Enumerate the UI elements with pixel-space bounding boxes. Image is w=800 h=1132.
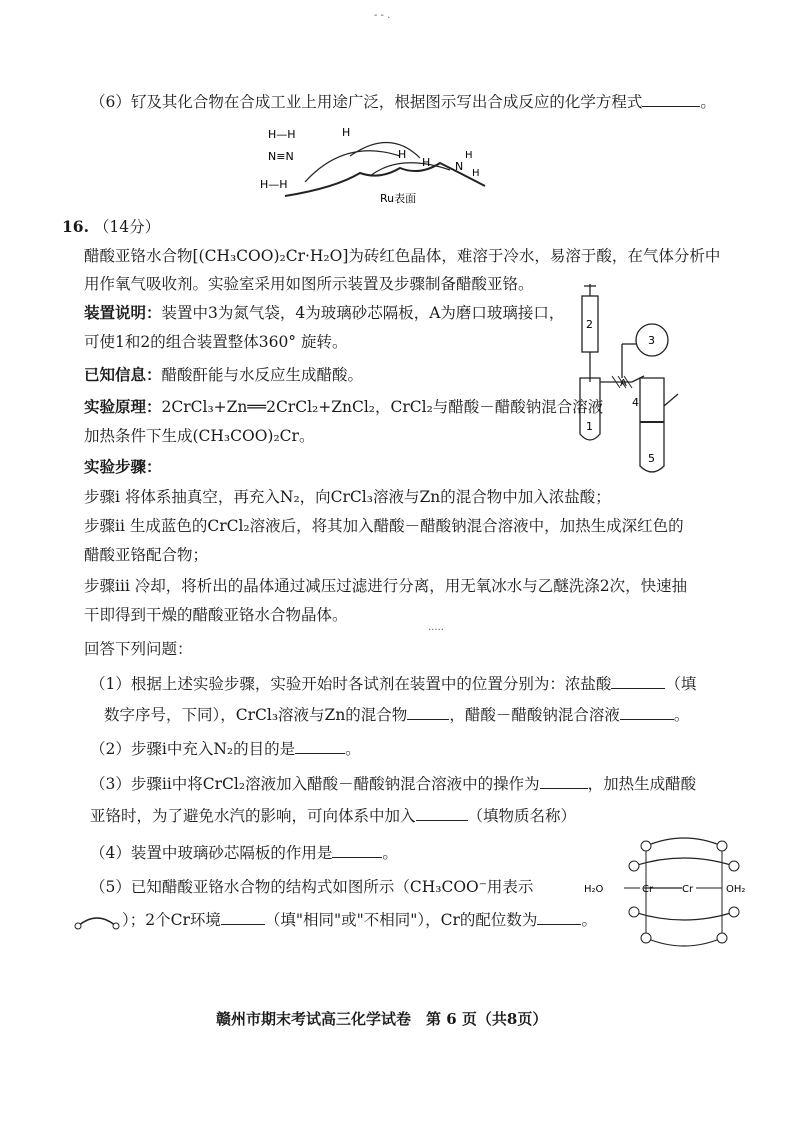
step-2b: 醋酸亚铬配合物； <box>84 546 209 564</box>
steps-heading: 实验步骤： <box>84 457 162 476</box>
n2-label: N≡N <box>268 150 294 163</box>
q6-text: （6）钌及其化合物在合成工业上用途广泛，根据图示写出合成反应的化学方程式 。 <box>90 90 716 113</box>
label-2: 2 <box>586 318 593 331</box>
h-label: H <box>342 126 351 139</box>
device-desc-1: 装置说明：装置中3为氮气袋，4为玻璃砂芯隔板，A为磨口玻璃接口， <box>84 303 565 322</box>
answer-heading: 回答下列问题： <box>84 640 193 658</box>
part-3-line-b: 亚铬时，为了避免水汽的影响，可向体系中加入 （填物质名称） <box>90 804 576 827</box>
label-a: A <box>620 378 627 389</box>
h2o-left-label: H₂O <box>584 884 604 895</box>
acetate-symbol-icon <box>72 912 122 930</box>
step-1: 步骤ⅰ 将体系抽真空，再充入N₂，向CrCl₃溶液与Zn的混合物中加入浓盐酸； <box>84 488 611 506</box>
ru-surface-diagram <box>250 118 530 208</box>
h-label: H <box>422 156 431 169</box>
nh3-h-label: H <box>465 150 473 161</box>
page-footer: 赣州市期末考试高三化学试卷 第 6 页（共8页） <box>216 1010 548 1028</box>
part-4: （4）装置中玻璃砂芯隔板的作用是 。 <box>90 841 398 864</box>
part-3-line-a: （3）步骤ⅱ中将CrCl₂溶液加入醋酸－醋酸钠混合溶液中的操作为 ，加热生成醋酸 <box>90 772 696 795</box>
apparatus-diagram <box>572 282 702 482</box>
intro-line-2: 用作氧气吸收剂。实验室采用如图所示装置及步骤制备醋酸亚铬。 <box>84 275 534 293</box>
known-info: 已知信息：醋酸酐能与水反应生成醋酸。 <box>84 365 364 384</box>
cr-label-2: Cr <box>682 884 694 895</box>
label-1: 1 <box>586 420 593 433</box>
part-5-line-a: （5）已知醋酸亚铬水合物的结构式如图所示（CH₃COO⁻用表示 <box>90 878 534 896</box>
structure-diagram <box>584 836 784 956</box>
principle-2: 加热条件下生成(CH₃COO)₂Cr。 <box>84 427 315 445</box>
part-2: （2）步骤ⅰ中充入N₂的目的是 。 <box>90 737 361 760</box>
principle-1: 实验原理：2CrCl₃+Zn══2CrCl₂+ZnCl₂，CrCl₂与醋酸－醋酸钠混合溶液 <box>84 397 604 416</box>
label-5: 5 <box>648 452 655 465</box>
step-2a: 步骤ⅱ 生成蓝色的CrCl₂溶液后，将其加入醋酸－醋酸钠混合溶液中，加热生成深红色的 <box>84 517 684 535</box>
nh3-label: N <box>455 160 464 173</box>
label-3: 3 <box>648 334 655 347</box>
h-label: H <box>398 148 407 161</box>
h2-label-2: H—H <box>260 178 288 191</box>
question-16-header: 16. （14分） <box>62 217 161 236</box>
cr-label-1: Cr <box>642 884 654 895</box>
h2-label-1: H—H <box>268 128 296 141</box>
step-3b: 干即得到干燥的醋酸亚铬水合物晶体。 <box>84 606 348 624</box>
part-5-line-b: ）；2个Cr环境 （填"相同"或"不相同"），Cr的配位数为 。 <box>72 908 597 931</box>
step-3a: 步骤ⅲ 冷却，将析出的晶体通过减压过滤进行分离，用无氧冰水与乙醚洗涤2次，快速抽 <box>84 577 688 595</box>
part-1-line-b: 数字序号，下同），CrCl₃溶液与Zn的混合物 ，醋酸－醋酸钠混合溶液 。 <box>104 703 689 726</box>
ru-surface-label: Ru表面 <box>380 192 417 205</box>
intro-line-1: 醋酸亚铬水合物[(CH₃COO)₂Cr·H₂O]为砖红色晶体，难溶于冷水，易溶于酸，在气体分析中 <box>84 247 721 265</box>
part-1-line-a: （1）根据上述实验步骤，实验开始时各试剂在装置中的位置分别为：浓盐酸 （填 <box>90 672 696 695</box>
device-desc-2: 可使1和2的组合装置整体360° 旋转。 <box>84 333 348 351</box>
nh3-h-label: H <box>472 168 480 179</box>
oh2-right-label: OH₂ <box>726 884 746 895</box>
label-4: 4 <box>632 396 639 409</box>
